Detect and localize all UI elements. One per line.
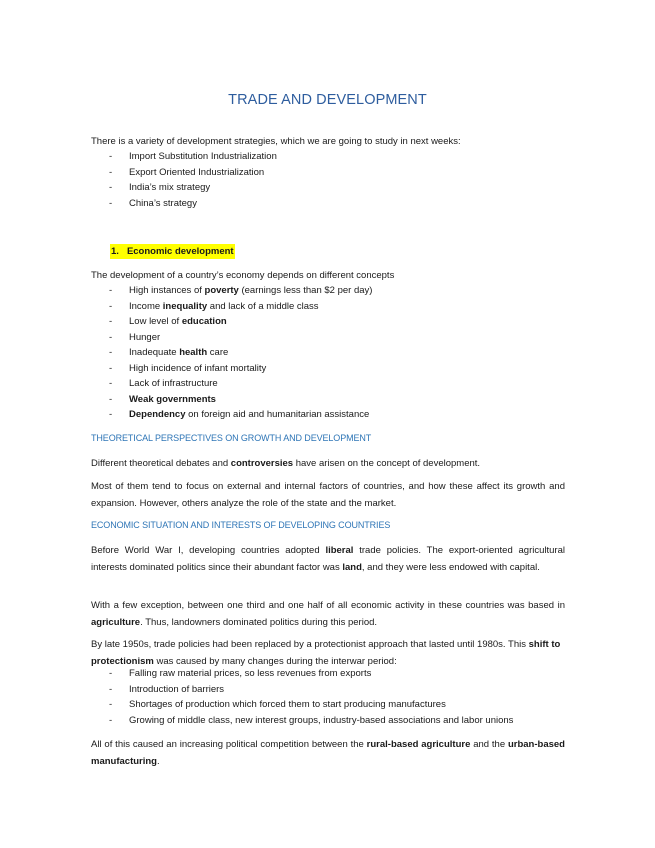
list-item: - High instances of poverty (earnings less than $2 per day) — [91, 283, 571, 299]
concepts-intro: The development of a country’s economy depends on different concepts — [91, 270, 395, 281]
list-item: - Falling raw material prices, so less revenues from exports — [91, 666, 571, 682]
paragraph-before-ww1: Before World War I, developing countries adopted liberal trade policies. The export-oriented agricultural interests dominated politics since their abundant factor was land, and they were less endowed with capital. — [91, 545, 565, 573]
list-item: - Growing of middle class, new interest groups, industry-based associations and labor unions — [91, 713, 571, 729]
list-item: - Import Substitution Industrialization — [91, 149, 571, 165]
paragraph-agriculture: With a few exception, between one third and one half of all economic activity in these countries was based in agriculture. Thus, landowners dominated politics during this period. — [91, 600, 565, 628]
dash-bullet: - — [109, 300, 113, 312]
changes-list — [91, 666, 571, 728]
list-item: - High incidence of infant mortality — [91, 361, 571, 377]
list-item: - Hunger — [91, 330, 571, 346]
section-number: 1. — [111, 246, 119, 257]
paragraph-1950s: By late 1950s, trade policies had been replaced by a protectionist approach that lasted until 1980s. This shift to protectionism was caused by many changes during the interwar period: — [91, 639, 561, 667]
dash-bullet: - — [109, 362, 113, 374]
list-item: - Low level of education — [91, 314, 571, 330]
subheading-theoretical-perspectives: THEORETICAL PERSPECTIVES ON GROWTH AND DEVELOPMENT — [91, 433, 372, 443]
list-item: - Lack of infrastructure — [91, 376, 571, 392]
dash-bullet: - — [109, 714, 113, 726]
paragraph-final: All of this caused an increasing political competition between the rural-based agriculture and the urban-based manufacturing. — [91, 739, 565, 767]
dash-bullet: - — [109, 409, 113, 420]
dash-bullet: - — [109, 182, 113, 193]
list-item: - India’s mix strategy — [91, 180, 571, 196]
list-item: - Weak governments — [91, 392, 571, 408]
dash-bullet: - — [109, 285, 113, 296]
dash-bullet: - — [109, 699, 113, 710]
concepts-list — [91, 283, 571, 423]
dash-bullet: - — [109, 166, 113, 178]
dash-bullet: - — [109, 316, 113, 327]
list-item: - Shortages of production which forced them to start producing manufactures — [91, 697, 571, 713]
subheading-economic-situation: ECONOMIC SITUATION AND INTERESTS OF DEVELOPING COUNTRIES — [91, 520, 391, 530]
document-title: TRADE AND DEVELOPMENT — [228, 92, 427, 108]
intro-paragraph: There is a variety of development strategies, which we are going to study in next weeks: — [91, 136, 461, 147]
section-heading-economic-development — [110, 244, 235, 259]
dash-bullet: - — [109, 151, 113, 162]
dash-bullet: - — [109, 683, 113, 695]
paragraph-debates: Different theoretical debates and controversies have arisen on the concept of development. — [91, 458, 481, 469]
section-title: Economic development — [126, 246, 234, 257]
dash-bullet: - — [109, 668, 113, 679]
dash-bullet: - — [109, 378, 113, 389]
list-item: - Introduction of barriers — [91, 682, 571, 698]
paragraph-focus: Most of them tend to focus on external and internal factors of countries, and how these affect its growth and expansion. However, others analyze the role of the state and the market. — [91, 481, 565, 509]
list-item: - China’s strategy — [91, 196, 571, 212]
dash-bullet: - — [109, 347, 113, 358]
list-item: - Dependency on foreign aid and humanitarian assistance — [91, 407, 571, 423]
list-item: - Income inequality and lack of a middle class — [91, 299, 571, 315]
dash-bullet: - — [109, 393, 113, 405]
list-item: - Inadequate health care — [91, 345, 571, 361]
dash-bullet: - — [109, 197, 113, 209]
list-item: - Export Oriented Industrialization — [91, 165, 571, 181]
dash-bullet: - — [109, 331, 113, 343]
strategies-list — [91, 149, 571, 211]
